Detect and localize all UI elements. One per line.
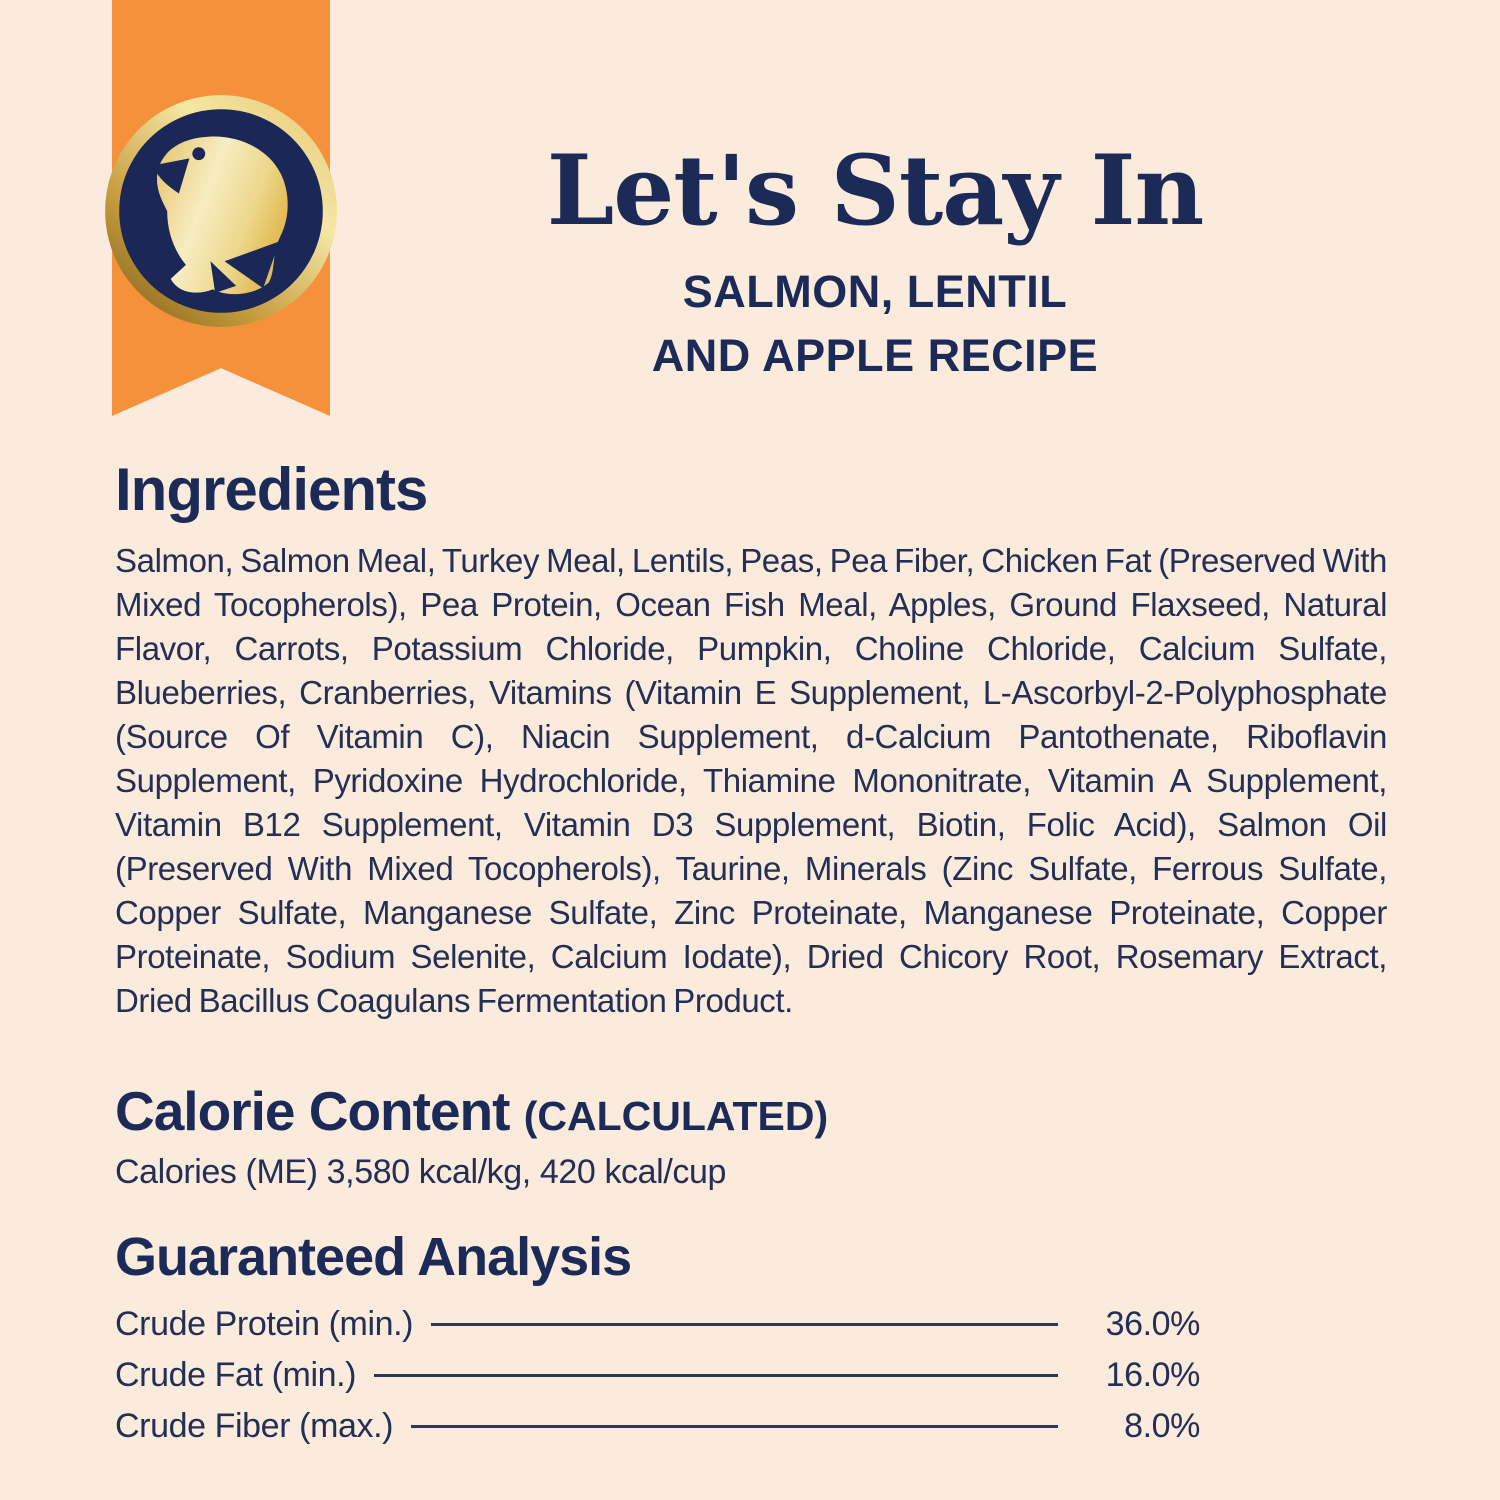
calorie-content-heading	[115, 1079, 828, 1143]
ga-row-crude-fiber	[115, 1401, 1200, 1452]
ga-label: Crude Fat (min.)	[115, 1356, 357, 1394]
recipe-subtitle	[290, 260, 1460, 388]
ingredients-heading: Ingredients	[115, 456, 428, 523]
leader-line	[431, 1323, 1058, 1326]
ga-value: 8.0%	[1124, 1407, 1200, 1445]
calorie-content-heading-suffix: (CALCULATED)	[523, 1093, 829, 1139]
recipe-subtitle-line1: SALMON, LENTIL	[682, 266, 1068, 318]
guaranteed-analysis-table	[115, 1299, 1200, 1452]
ga-value: 36.0%	[1105, 1305, 1200, 1343]
ingredients-text: Salmon, Salmon Meal, Turkey Meal, Lentils, Peas, Pea Fiber, Chicken Fat (Preserved With Mixed Tocopherols), Pea Protein, Ocean Fish Meal, Apples, Ground Flaxseed, Natural Flavor, Carrots, Potassium Chloride, Pumpkin, Choline Chloride, Calcium Sulfate, Blueberries, Cranberries, Vitamins (Vitamin E Supplement, L-Ascorbyl-2-Polyphosphate (Source Of Vitamin C), Niacin Supplement, d-Calcium Pantothenate, Riboflavin Supplement, Pyridoxine Hydrochloride, Thiamine Mononitrate, Vitamin A Supplement, Vitamin B12 Supplement, Vitamin D3 Supplement, Biotin, Folic Acid), Salmon Oil (Preserved With Mixed Tocopherols), Taurine, Minerals (Zinc Sulfate, Ferrous Sulfate, Copper Sulfate, Manganese Sulfate, Zinc Proteinate, Manganese Proteinate, Copper Proteinate, Sodium Selenite, Calcium Iodate), Dried Chicory Root, Rosemary Extract, Dried Bacillus Coagulans Fermentation Product.	[115, 542, 1387, 1019]
product-title: Let's Stay In	[546, 134, 1204, 247]
leader-line	[411, 1425, 1058, 1428]
ga-value: 16.0%	[1105, 1356, 1200, 1394]
guaranteed-analysis-heading: Guaranteed Analysis	[115, 1227, 632, 1287]
ga-row-crude-protein	[115, 1299, 1200, 1350]
header	[290, 136, 1460, 388]
recipe-subtitle-line2: AND APPLE RECIPE	[651, 330, 1099, 382]
calorie-content-line: Calories (ME) 3,580 kcal/kg, 420 kcal/cup	[115, 1153, 726, 1191]
ga-label: Crude Protein (min.)	[115, 1305, 414, 1343]
ga-row-crude-fat	[115, 1350, 1200, 1401]
ga-label: Crude Fiber (max.)	[115, 1407, 394, 1445]
leader-line	[374, 1374, 1058, 1377]
calorie-content-heading-main: Calorie Content	[115, 1080, 510, 1142]
